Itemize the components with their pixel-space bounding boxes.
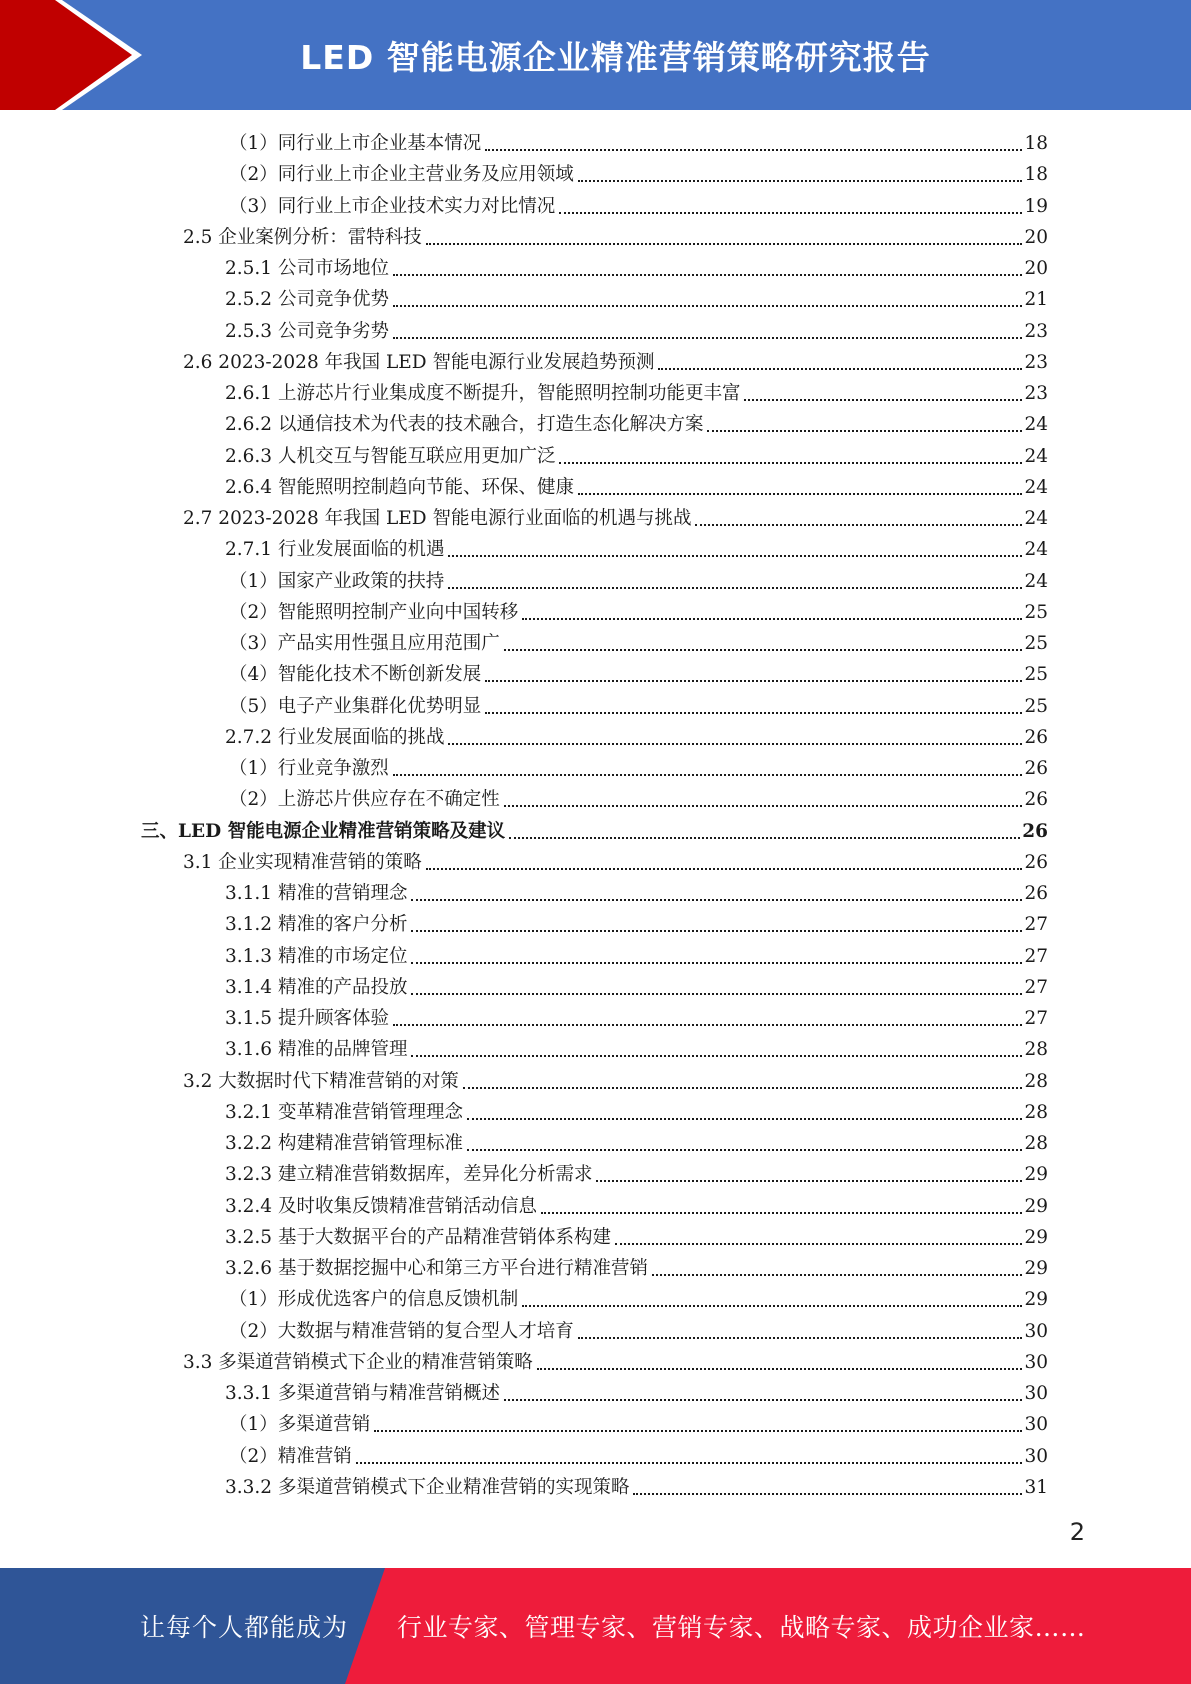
toc-entry-label: （2）同行业上市企业主营业务及应用领域 — [229, 164, 574, 186]
toc-entry[interactable] — [229, 566, 1048, 597]
toc-entry-label: （2）上游芯片供应存在不确定性 — [229, 789, 500, 811]
toc-entry-label: 2.7.2 行业发展面临的挑战 — [225, 726, 445, 748]
toc-entry-label: （1）同行业上市企业基本情况 — [229, 133, 482, 154]
toc-dot-leader — [578, 179, 1023, 182]
toc-entry-page: 20 — [1024, 258, 1048, 279]
toc-entry-page: 24 — [1024, 539, 1048, 561]
toc-entry-page: 24 — [1024, 508, 1048, 529]
toc-entry-label: （1）形成优选客户的信息反馈机制 — [229, 1289, 519, 1311]
toc-entry-label: 2.6.4 智能照明控制趋向节能、环保、健康 — [225, 476, 574, 498]
toc-entry-label: 2.7.1 行业发展面临的机遇 — [225, 539, 445, 561]
toc-entry-page: 29 — [1024, 1258, 1048, 1279]
toc-entry-page: 23 — [1024, 320, 1048, 342]
toc-entry-page: 24 — [1024, 570, 1048, 592]
toc-entry-label: 3.1.6 精准的品牌管理 — [225, 1039, 408, 1061]
toc-entry-label: 2.6.1 上游芯片行业集成度不断提升，智能照明控制功能更丰富 — [225, 383, 741, 404]
toc-entry-label: 2.6.2 以通信技术为代表的技术融合，打造生态化解决方案 — [225, 414, 704, 436]
toc-entry-page: 24 — [1024, 445, 1048, 467]
toc-entry[interactable] — [225, 441, 1048, 472]
toc-entry[interactable] — [225, 1034, 1048, 1065]
toc-entry-page: 20 — [1024, 226, 1048, 248]
toc-dot-leader — [448, 586, 1022, 589]
toc-dot-leader — [485, 711, 1022, 714]
toc-entry-page: 26 — [1024, 726, 1048, 748]
toc-dot-leader — [411, 898, 1022, 901]
toc-dot-leader — [411, 929, 1022, 932]
toc-entry-label: （2）精准营销 — [229, 1445, 352, 1467]
toc-dot-leader — [522, 1304, 1022, 1307]
toc-dot-leader — [658, 367, 1022, 370]
toc-entry[interactable] — [229, 691, 1048, 722]
toc-entry[interactable] — [229, 628, 1048, 659]
toc-entry-page: 27 — [1024, 945, 1048, 967]
toc-entry-page: 30 — [1024, 1445, 1048, 1467]
toc-entry-label: 3.2.1 变革精准营销管理理念 — [225, 1101, 463, 1123]
toc-entry-label: 2.5.3 公司竞争劣势 — [225, 320, 389, 342]
footer-slogan-right: 行业专家、管理专家、营销专家、战略专家、成功企业家…… — [397, 1613, 1086, 1642]
toc-entry-page: 24 — [1024, 476, 1048, 498]
toc-entry-page: 27 — [1024, 1008, 1048, 1029]
toc-entry[interactable] — [225, 378, 1048, 409]
toc-entry[interactable] — [229, 1409, 1048, 1440]
toc-dot-leader — [559, 211, 1022, 214]
toc-entry-page: 26 — [1024, 789, 1048, 811]
toc-entry-label: 3.1.4 精准的产品投放 — [225, 976, 408, 998]
toc-entry[interactable] — [183, 347, 1048, 378]
toc-dot-leader — [695, 523, 1022, 526]
toc-entry-page: 31 — [1024, 1476, 1048, 1498]
toc-entry-page: 26 — [1024, 758, 1048, 779]
toc-entry-label: 3.2.5 基于大数据平台的产品精准营销体系构建 — [225, 1226, 611, 1248]
toc-dot-leader — [426, 867, 1023, 870]
toc-entry[interactable] — [225, 722, 1048, 753]
toc-entry-label: 2.5.2 公司竞争优势 — [225, 289, 389, 311]
toc-entry-label: 3.2.6 基于数据挖掘中心和第三方平台进行精准营销 — [225, 1258, 648, 1279]
toc-entry-label: （2）智能照明控制产业向中国转移 — [229, 601, 519, 623]
toc-entry[interactable] — [225, 284, 1048, 315]
toc-entry-label: 三、LED 智能电源企业精准营销策略及建议 — [141, 820, 506, 842]
report-title: LED 智能电源企业精准营销策略研究报告 — [300, 37, 931, 77]
toc-entry[interactable] — [225, 878, 1048, 909]
toc-dot-leader — [615, 1242, 1022, 1245]
toc-dot-leader — [393, 1023, 1022, 1026]
toc-dot-leader — [393, 304, 1022, 307]
toc-dot-leader — [504, 648, 1023, 651]
toc-dot-leader — [744, 398, 1022, 401]
toc-entry[interactable] — [225, 472, 1048, 503]
toc-entry[interactable] — [225, 1253, 1048, 1284]
toc-dot-leader — [393, 336, 1022, 339]
toc-dot-leader — [559, 461, 1022, 464]
toc-entry-label: 2.6 2023-2028 年我国 LED 智能电源行业发展趋势预测 — [183, 351, 655, 373]
footer-band — [0, 1568, 1191, 1684]
header-band — [0, 0, 1191, 110]
toc-entry[interactable] — [141, 816, 1048, 847]
toc-entry-label: 2.5 企业案例分析：雷特科技 — [183, 226, 422, 248]
toc-entry-page: 24 — [1024, 414, 1048, 436]
toc-entry-page: 18 — [1024, 133, 1048, 154]
toc-entry-page: 23 — [1024, 351, 1048, 373]
toc-entry-label: 3.3 多渠道营销模式下企业的精准营销策略 — [183, 1351, 533, 1373]
toc-entry-label: 3.2 大数据时代下精准营销的对策 — [183, 1070, 459, 1092]
toc-entry-page: 28 — [1024, 1133, 1048, 1154]
toc-entry-label: 3.2.3 建立精准营销数据库，差异化分析需求 — [225, 1164, 593, 1186]
toc-dot-leader — [596, 1179, 1022, 1182]
toc-entry-label: （1）行业竞争激烈 — [229, 758, 389, 779]
toc-entry[interactable] — [225, 1472, 1048, 1503]
toc-dot-leader — [393, 773, 1023, 776]
toc-dot-leader — [522, 617, 1022, 620]
toc-entry-label: 2.7 2023-2028 年我国 LED 智能电源行业面临的机遇与挑战 — [183, 508, 692, 529]
toc-entry[interactable] — [183, 1347, 1048, 1378]
toc-entry[interactable] — [225, 534, 1048, 565]
toc-entry-page: 27 — [1024, 914, 1048, 936]
toc-entry[interactable] — [229, 597, 1048, 628]
toc-entry-page: 28 — [1024, 1101, 1048, 1123]
toc-entry[interactable] — [229, 128, 1048, 159]
toc-entry-page: 27 — [1024, 976, 1048, 998]
toc-entry[interactable] — [229, 191, 1048, 222]
toc-entry-page: 29 — [1024, 1195, 1048, 1217]
toc-entry[interactable] — [183, 503, 1048, 534]
toc-dot-leader — [448, 554, 1022, 557]
toc-entry-label: 2.6.3 人机交互与智能互联应用更加广泛 — [225, 445, 556, 467]
toc-entry-page: 29 — [1024, 1289, 1048, 1311]
toc-dot-leader — [411, 1054, 1022, 1057]
toc-entry-label: （5）电子产业集群化优势明显 — [229, 695, 482, 717]
toc-dot-leader — [633, 1492, 1022, 1495]
toc-dot-leader — [356, 1461, 1023, 1464]
toc-entry[interactable] — [229, 753, 1048, 784]
toc-dot-leader — [467, 1148, 1022, 1151]
toc-entry-page: 28 — [1024, 1039, 1048, 1061]
toc-entry-page: 29 — [1024, 1226, 1048, 1248]
toc-entry-label: 2.5.1 公司市场地位 — [225, 258, 389, 279]
toc-dot-leader — [504, 1398, 1022, 1401]
page-number: 2 — [1069, 1518, 1085, 1546]
toc-entry[interactable] — [229, 1316, 1048, 1347]
toc-dot-leader — [652, 1273, 1022, 1276]
toc-entry[interactable] — [183, 1066, 1048, 1097]
toc-entry-page: 30 — [1024, 1414, 1048, 1436]
toc-entry-page: 25 — [1024, 601, 1048, 623]
toc-entry[interactable] — [225, 972, 1048, 1003]
toc-entry-label: （3）产品实用性强且应用范围广 — [229, 633, 500, 654]
toc-dot-leader — [485, 148, 1022, 151]
toc-entry[interactable] — [229, 159, 1048, 190]
toc-entry-page: 25 — [1024, 695, 1048, 717]
toc-entry-page: 26 — [1024, 851, 1048, 873]
toc-entry[interactable] — [225, 253, 1048, 284]
toc-dot-leader — [411, 961, 1022, 964]
toc-entry[interactable] — [229, 1284, 1048, 1315]
toc-entry[interactable] — [225, 1159, 1048, 1190]
toc-entry-page: 25 — [1024, 664, 1048, 686]
toc-dot-leader — [411, 992, 1022, 995]
toc-entry-label: （1）国家产业政策的扶持 — [229, 570, 445, 592]
toc-dot-leader — [467, 1117, 1022, 1120]
toc-entry[interactable] — [225, 1003, 1048, 1034]
toc-entry-page: 21 — [1024, 289, 1048, 311]
toc-entry-label: 3.2.4 及时收集反馈精准营销活动信息 — [225, 1195, 537, 1217]
toc-entry-label: 3.1.5 提升顾客体验 — [225, 1008, 389, 1029]
footer-slogan-left: 让每个人都能成为 — [140, 1613, 349, 1642]
toc-entry[interactable] — [225, 409, 1048, 440]
toc-dot-leader — [707, 429, 1022, 432]
toc-entry[interactable] — [225, 1128, 1048, 1159]
toc-entry-label: 3.2.2 构建精准营销管理标准 — [225, 1133, 463, 1154]
toc-dot-leader — [541, 1211, 1022, 1214]
toc-dot-leader — [537, 1367, 1023, 1370]
toc-entry-page: 29 — [1024, 1164, 1048, 1186]
toc-entry-page: 26 — [1024, 883, 1048, 904]
toc-dot-leader — [448, 742, 1022, 745]
toc-entry[interactable] — [229, 659, 1048, 690]
toc-entry-label: （2）大数据与精准营销的复合型人才培育 — [229, 1320, 574, 1342]
toc-entry-label: 3.3.1 多渠道营销与精准营销概述 — [225, 1383, 500, 1404]
toc-entry[interactable] — [183, 847, 1048, 878]
toc-entry[interactable] — [225, 316, 1048, 347]
toc-entry-page: 23 — [1024, 383, 1048, 404]
toc-entry-page: 25 — [1024, 633, 1048, 654]
toc-entry-label: 3.1.2 精准的客户分析 — [225, 914, 408, 936]
toc-dot-leader — [504, 804, 1023, 807]
toc-dot-leader — [485, 679, 1022, 682]
toc-dot-leader — [393, 273, 1022, 276]
toc-dot-leader — [578, 1336, 1023, 1339]
toc-entry-label: （4）智能化技术不断创新发展 — [229, 664, 482, 686]
toc-entry[interactable] — [225, 941, 1048, 972]
toc-entry-page: 30 — [1024, 1351, 1048, 1373]
toc-entry-label: （3）同行业上市企业技术实力对比情况 — [229, 195, 556, 217]
toc-entry-label: 3.1.1 精准的营销理念 — [225, 883, 408, 904]
toc-entry[interactable] — [225, 1191, 1048, 1222]
toc-entry[interactable] — [229, 784, 1048, 815]
toc-dot-leader — [463, 1086, 1023, 1089]
toc-dot-leader — [509, 836, 1020, 839]
toc-entry-page: 30 — [1024, 1383, 1048, 1404]
toc-entry[interactable] — [229, 1441, 1048, 1472]
toc-entry-page: 18 — [1024, 164, 1048, 186]
toc-entry-label: 3.1 企业实现精准营销的策略 — [183, 851, 422, 873]
toc-entry[interactable] — [183, 222, 1048, 253]
toc-entry[interactable] — [225, 1378, 1048, 1409]
toc-entry[interactable] — [225, 909, 1048, 940]
toc-dot-leader — [374, 1429, 1022, 1432]
toc-dot-leader — [578, 492, 1022, 495]
toc-entry-page: 26 — [1022, 820, 1048, 842]
toc-dot-leader — [426, 242, 1023, 245]
toc-entry-label: 3.3.2 多渠道营销模式下企业精准营销的实现策略 — [225, 1476, 630, 1498]
toc-entry-page: 28 — [1024, 1070, 1048, 1092]
toc-entry-label: （1）多渠道营销 — [229, 1414, 371, 1436]
toc-entry-label: 3.1.3 精准的市场定位 — [225, 945, 408, 967]
toc-entry[interactable] — [225, 1222, 1048, 1253]
toc-entry-page: 19 — [1024, 195, 1048, 217]
toc-entry[interactable] — [225, 1097, 1048, 1128]
toc-entry-page: 30 — [1024, 1320, 1048, 1342]
